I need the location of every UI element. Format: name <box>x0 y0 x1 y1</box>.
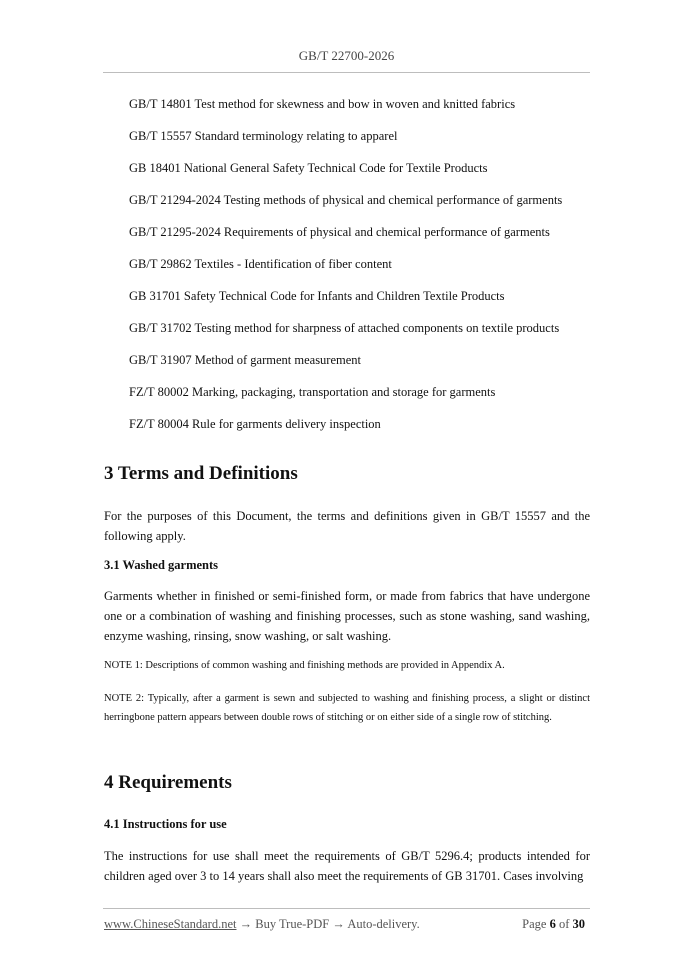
subsection-3-1-heading: 3.1 Washed garments <box>104 558 219 572</box>
section-3-intro: For the purposes of this Document, the terms and definitions given in GB/T 15557 and the following apply. <box>104 509 590 543</box>
of-label: of <box>558 917 570 931</box>
site-link[interactable]: www.ChineseStandard.net <box>104 917 237 931</box>
reference-item: GB/T 21294-2024 Testing methods of physical and chemical performance of garments <box>129 193 563 207</box>
page-label: Page <box>522 917 547 931</box>
reference-item: GB/T 14801 Test method for skewness and bow in woven and knitted fabrics <box>129 97 516 111</box>
footer-rule <box>103 908 590 909</box>
buy-true-pdf-text: Buy True-PDF <box>255 917 330 931</box>
reference-item: FZ/T 80004 Rule for garments delivery inspection <box>129 417 381 431</box>
reference-item: GB/T 31907 Method of garment measurement <box>129 353 362 367</box>
reference-item: GB 18401 National General Safety Technical Code for Textile Products <box>129 161 488 175</box>
arrow-icon: → <box>239 917 253 931</box>
subsection-4-1-heading: 4.1 Instructions for use <box>104 817 227 831</box>
instructions-for-use-text: The instructions for use shall meet the requirements of GB/T 5296.4; products intended for children aged over 3 to 14 years shall also meet the requirements of GB 31701. Cases involving <box>104 849 590 883</box>
reference-item: GB/T 15557 Standard terminology relating to apparel <box>129 129 398 143</box>
arrow-icon: → <box>332 917 345 931</box>
reference-item: GB 31701 Safety Technical Code for Infants and Children Textile Products <box>129 289 505 303</box>
auto-delivery-text: Auto-delivery. <box>347 917 420 931</box>
section-3-heading: 3 Terms and Definitions <box>104 463 298 484</box>
page-total: 30 <box>572 917 585 931</box>
footer-promo <box>104 917 420 932</box>
note-1: NOTE 1: Descriptions of common washing and finishing methods are provided in Appendix A. <box>104 660 505 671</box>
normative-references-list <box>129 96 599 448</box>
reference-item: GB/T 29862 Textiles - Identification of fiber content <box>129 257 392 271</box>
reference-item: GB/T 21295-2024 Requirements of physical and chemical performance of garments <box>129 225 550 239</box>
reference-item: FZ/T 80002 Marking, packaging, transportation and storage for garments <box>129 385 496 399</box>
note-2: NOTE 2: Typically, after a garment is sewn and subjected to washing and finishing process, a slight or distinct herringbone pattern appears between double rows of stitching or on either side of a single row of stitching. <box>104 693 590 723</box>
page-indicator <box>522 917 585 932</box>
running-header: GB/T 22700-2026 <box>298 48 395 63</box>
header-rule <box>103 72 590 73</box>
page-number: 6 <box>549 917 556 931</box>
definition-washed-garments: Garments whether in finished or semi-finished form, or made from fabrics that have undergone one or a combination of washing and finishing processes, such as stone washing, sand washing, enzyme washing, rinsing, snow washing, or salt washing. <box>104 589 590 643</box>
section-4-heading: 4 Requirements <box>104 772 232 793</box>
reference-item: GB/T 31702 Testing method for sharpness of attached components on textile products <box>129 321 560 335</box>
